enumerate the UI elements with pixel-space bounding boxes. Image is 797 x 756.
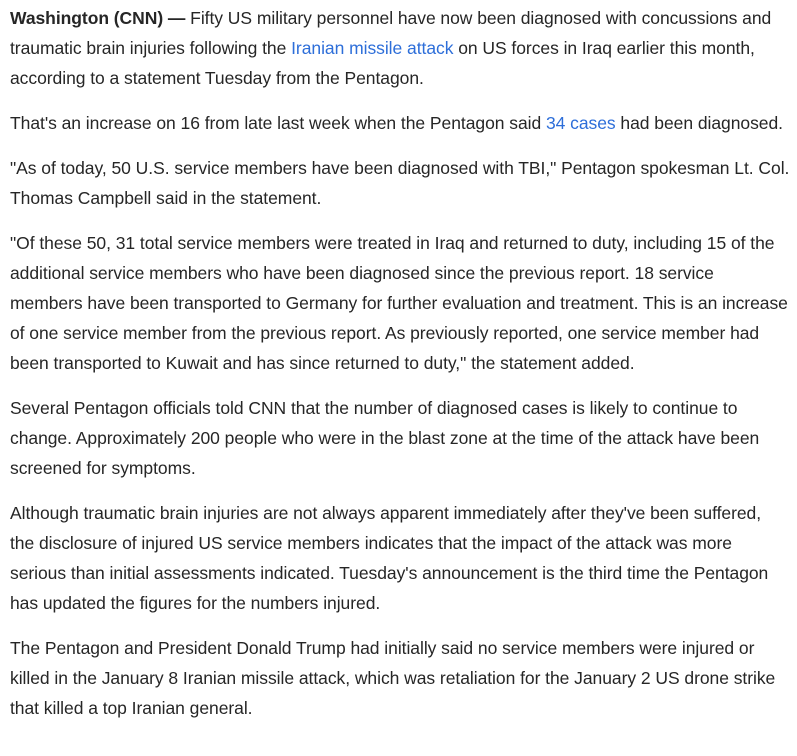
article-body [10, 3, 790, 738]
paragraph-1-text-a: Fifty US military personnel have now been diagnosed with concussions and traumatic brain injuries following the [10, 8, 772, 58]
paragraph-3: "As of today, 50 U.S. service members have been diagnosed with TBI," Pentagon spokesman Lt. Col. Thomas Campbell said in the statement. [10, 158, 790, 208]
iranian-missile-attack-link[interactable]: Iranian missile attack [291, 38, 454, 58]
paragraph-2-text-a: That's an increase on 16 from late last week when the Pentagon said [10, 113, 546, 133]
paragraph-6: Although traumatic brain injuries are not always apparent immediately after they've been suffered, the disclosure of injured US service members indicates that the impact of the attack was more serious than initial assessments indicated. Tuesday's announcement is the third time the Pentagon has updated the figures for the numbers injured. [10, 503, 769, 613]
paragraph-2 [10, 108, 790, 138]
paragraph-1-text-b: on US forces in Iraq earlier this month, according to a statement Tuesday from the Pentagon. [10, 38, 755, 88]
paragraph-5: Several Pentagon officials told CNN that the number of diagnosed cases is likely to continue to change. Approximately 200 people who were in the blast zone at the time of the attack have been screened for symptoms. [10, 398, 760, 478]
dateline: Washington (CNN) — [10, 8, 186, 28]
paragraph-4: "Of these 50, 31 total service members were treated in Iraq and returned to duty, including 15 of the additional service members who have been diagnosed since the previous report. 18 service members have been transported to Germany for further evaluation and treatment. This is an increase of one service member from the previous report. As previously reported, one service member had been transported to Kuwait and has since returned to duty," the statement added. [10, 233, 788, 373]
34-cases-link[interactable]: 34 cases [545, 113, 616, 133]
paragraph-7: The Pentagon and President Donald Trump had initially said no service members were injured or killed in the January 8 Iranian missile attack, which was retaliation for the January 2 US drone strike that killed a top Iranian general. [10, 638, 776, 718]
paragraph-2-text-b: had been diagnosed. [615, 113, 783, 133]
paragraph-1 [10, 3, 790, 93]
